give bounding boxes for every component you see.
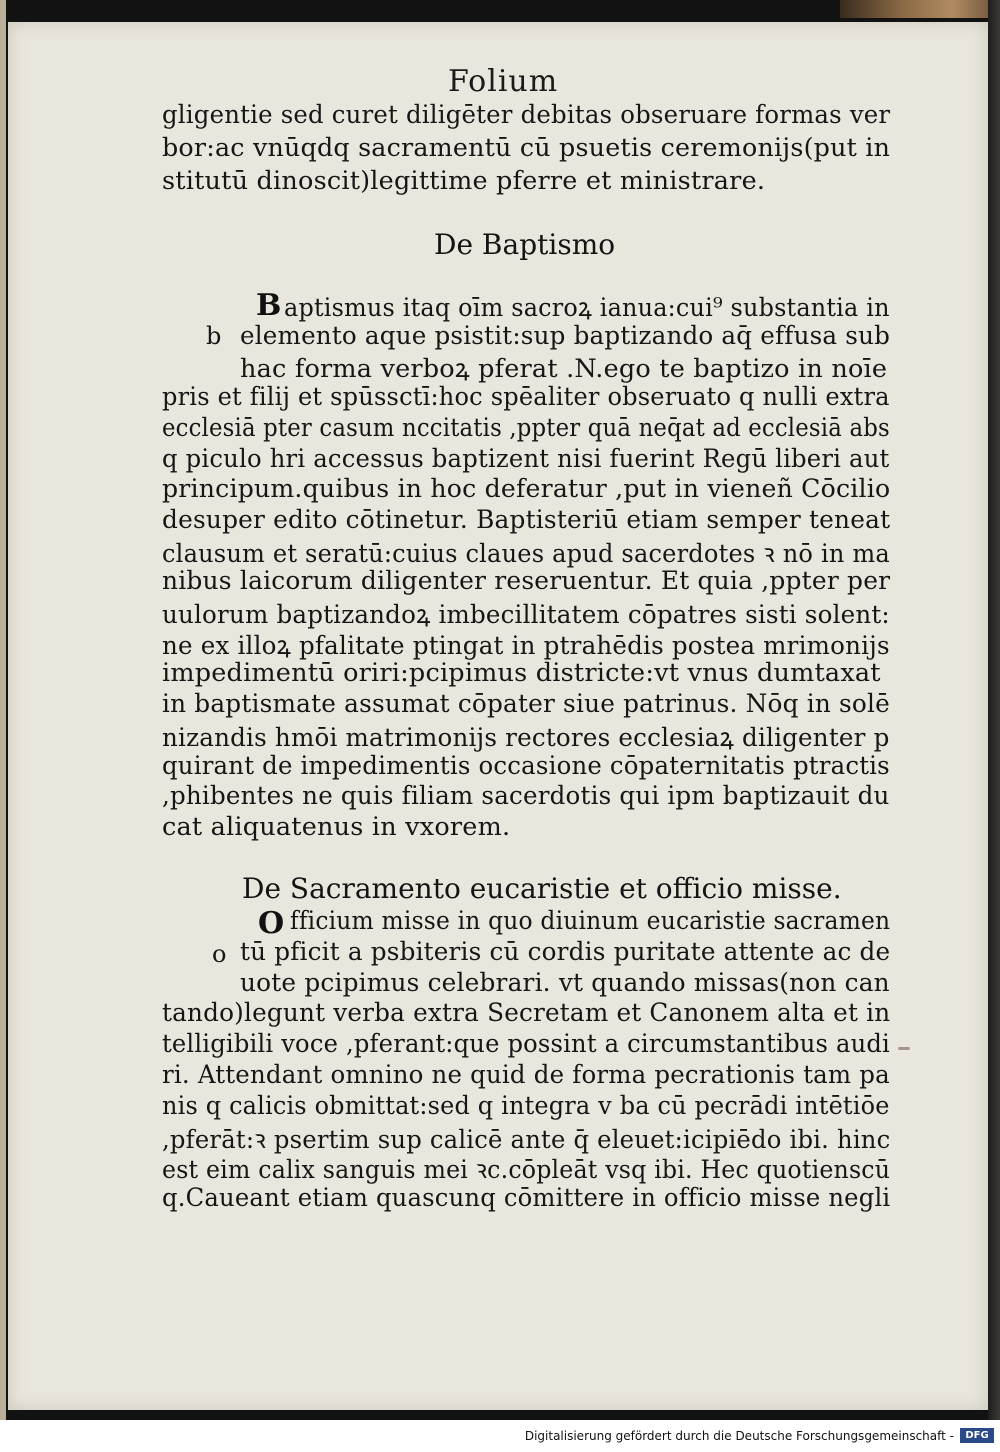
text-line: ,phibentes ne quis filiam sacerdotis qui ipm baptizauit du xyxy=(162,781,890,812)
text-line: ne ex illoꝝ pfalitate ptingat in ptrahēdis postea mrimonijs xyxy=(162,630,890,661)
margin-letter-b: b xyxy=(206,322,222,350)
drop-cap-o: O xyxy=(258,906,285,941)
text-line: pris et filij et spūssctī:hoc spēaliter obseruato q nulli extra xyxy=(162,382,890,413)
text-line: ri. Attendant omnino ne quid de forma pecrationis tam pa xyxy=(162,1060,890,1090)
text-line: nizandis hmōi matrimonijs rectores ecclesiaꝝ diligenter p xyxy=(162,722,890,753)
text-line: elemento aque psistit:sup baptizando aq̄ effusa sub xyxy=(240,320,891,351)
folio-header: Folium xyxy=(448,64,559,99)
text-line: uote pcipimus celebrari. vt quando missas(non can xyxy=(240,967,890,998)
text-line: nis q calicis obmittat:sed q integra v ba cū pecrādi intētiōe xyxy=(162,1090,890,1121)
text-line: uulorum baptizandoꝝ imbecillitatem cōpatres sisti solent: xyxy=(162,600,890,630)
text-line: est eim calix sanguis mei ꝛc.cōpleāt vsq ibi. Hec quotienscū xyxy=(162,1155,891,1186)
text-line: tū pficit a psbiteris cū cordis puritate attente ac de xyxy=(240,936,891,967)
section-heading-eucaristie: De Sacramento eucaristie et officio misse. xyxy=(242,872,842,905)
dfg-logo: DFG xyxy=(960,1428,994,1443)
text-line: telligibili voce ,pferant:que possint a circumstantibus audi xyxy=(162,1029,890,1060)
text-line: bor:ac vnūqdq sacramentū cū psuetis ceremonijs(put in xyxy=(162,133,891,163)
text-line: tando)legunt verba extra Secretam et Canonem alta et in xyxy=(162,998,891,1029)
text-line: q piculo hri accessus baptizent nisi fuerint Regū liberi aut xyxy=(162,443,890,474)
text-line: q.Caueant etiam quascunq cōmittere in officio misse negli xyxy=(162,1183,891,1214)
footer-bar xyxy=(0,1420,1000,1452)
section-heading-baptismo: De Baptismo xyxy=(434,228,616,261)
ink-mark xyxy=(898,1047,910,1050)
drop-cap-b: B xyxy=(256,288,282,323)
margin-letter-o: o xyxy=(212,940,227,968)
page-edge-right xyxy=(988,0,1000,1420)
text-line: principum.quibus in hoc deferatur ,put in vieneñ Cōcilio xyxy=(162,474,891,505)
text-line: impedimentū oriri:pcipimus districte:vt vnus dumtaxat xyxy=(162,658,881,689)
text-line: fficium misse in quo diuinum eucaristie sacramen xyxy=(290,906,891,936)
text-line: aptismus itaq oīm sacroꝝ ianua:cui⁹ substantia in xyxy=(284,293,890,323)
text-line: hac forma verboꝝ pferat .N.ego te baptizo in noīe xyxy=(240,354,888,385)
text-line: nibus laicorum diligenter reseruentur. Et quia ,ppter per xyxy=(162,566,891,597)
text-line: desuper edito cōtinetur. Baptisteriū etiam semper teneat xyxy=(162,504,891,535)
text-line: clausum et seratū:cuius claues apud sacerdotes ꝛ nō in ma xyxy=(162,538,890,569)
text-line: stitutū dinoscit)legittime pferre et ministrare. xyxy=(162,166,766,196)
text-line: cat aliquatenus in vxorem. xyxy=(162,811,511,842)
text-line: gligentie sed curet diligēter debitas obseruare formas ver xyxy=(162,100,891,130)
page-edge-left xyxy=(0,0,6,1420)
text-line: in baptismate assumat cōpater siue patrinus. Nōq in solē xyxy=(162,689,890,720)
funding-credit: Digitalisierung gefördert durch die Deutsche Forschungsgemeinschaft - xyxy=(524,1429,954,1443)
text-line: ecclesiā pter casum nccitatis ,ppter quā neq̄at ad ecclesiā abs xyxy=(162,412,890,443)
text-line: quirant de impedimentis occasione cōpaternitatis ptractis xyxy=(162,750,890,781)
book-cover-corner xyxy=(840,0,1000,18)
text-line: ,pferāt:ꝛ psertim sup calicē ante q̄ eleuet:icipiēdo ibi. hinc xyxy=(162,1124,891,1155)
